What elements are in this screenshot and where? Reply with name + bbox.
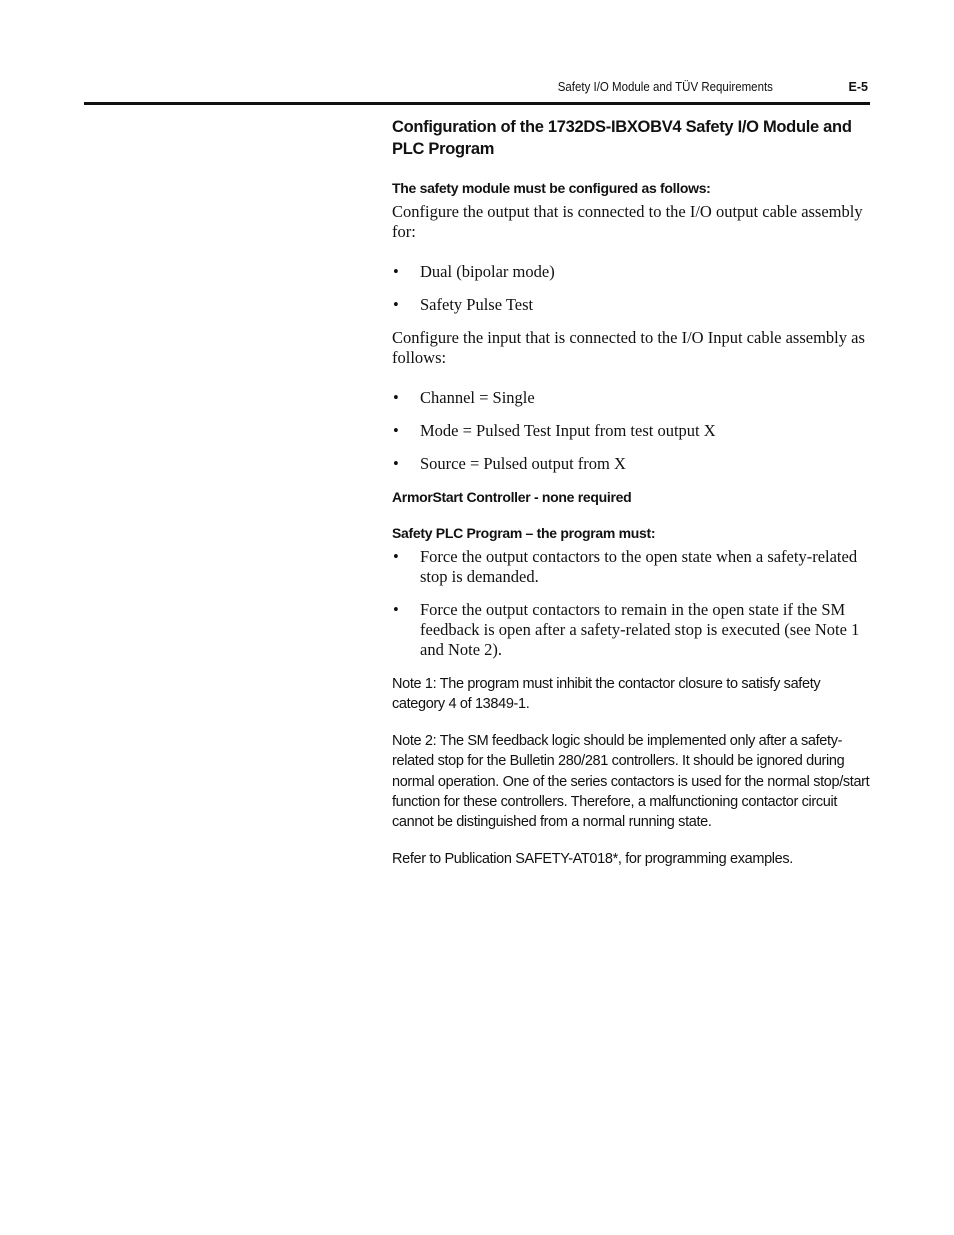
list-item: • Safety Pulse Test (393, 295, 534, 314)
bullet-icon: • (393, 600, 399, 619)
header-rule (84, 102, 870, 105)
subhead-armorstart: ArmorStart Controller - none required (392, 489, 632, 505)
bullet-icon: • (393, 547, 399, 566)
bullet-icon: • (393, 388, 399, 407)
input-intro-text: Configure the input that is connected to the I/O Input cable assembly as follows: (392, 328, 865, 367)
running-header-title: Safety I/O Module and TÜV Requirements (557, 80, 773, 94)
section-title: Configuration of the 1732DS-IBXOBV4 Safety I/O Module and PLC Program (392, 118, 852, 158)
subhead-safety-plc: Safety PLC Program – the program must: (392, 525, 656, 541)
list-item: • Source = Pulsed output from X (393, 454, 626, 473)
subhead-module-config: The safety module must be configured as follows: (392, 180, 711, 196)
bullet-icon: • (393, 454, 399, 473)
list-item: • Mode = Pulsed Test Input from test output X (393, 421, 716, 440)
bullet-icon: • (393, 421, 399, 440)
input-config-list (392, 388, 870, 474)
plc-program-list (392, 547, 870, 660)
output-intro-text: Configure the output that is connected to the I/O output cable assembly for: (392, 202, 863, 241)
output-config-list (392, 262, 870, 315)
note-1: Note 1: The program must inhibit the contactor closure to satisfy safety category 4 of 13849-1. (392, 676, 821, 713)
bullet-icon: • (393, 262, 399, 281)
note-2: Note 2: The SM feedback logic should be implemented only after a safety-related stop for the Bulletin 280/281 controllers. It should be ignored during normal operation. One of the series contactors is used for the normal stop/start function for these controllers. Therefore, a malfunctioning contactor circuit cannot be distinguished from a normal running state. (392, 732, 870, 831)
page-number: E-5 (848, 80, 868, 94)
main-content (392, 116, 870, 885)
reference-text: Refer to Publication SAFETY-AT018*, for programming examples. (392, 850, 793, 867)
list-item: • Force the output contactors to remain in the open state if the SM feedback is open after a safety-related stop is executed (see Note 1 and Note 2). (393, 600, 860, 659)
list-item: • Dual (bipolar mode) (393, 262, 555, 281)
bullet-icon: • (393, 295, 399, 314)
list-item: • Channel = Single (393, 388, 535, 407)
list-item: • Force the output contactors to the open state when a safety-related stop is demanded. (393, 547, 858, 586)
